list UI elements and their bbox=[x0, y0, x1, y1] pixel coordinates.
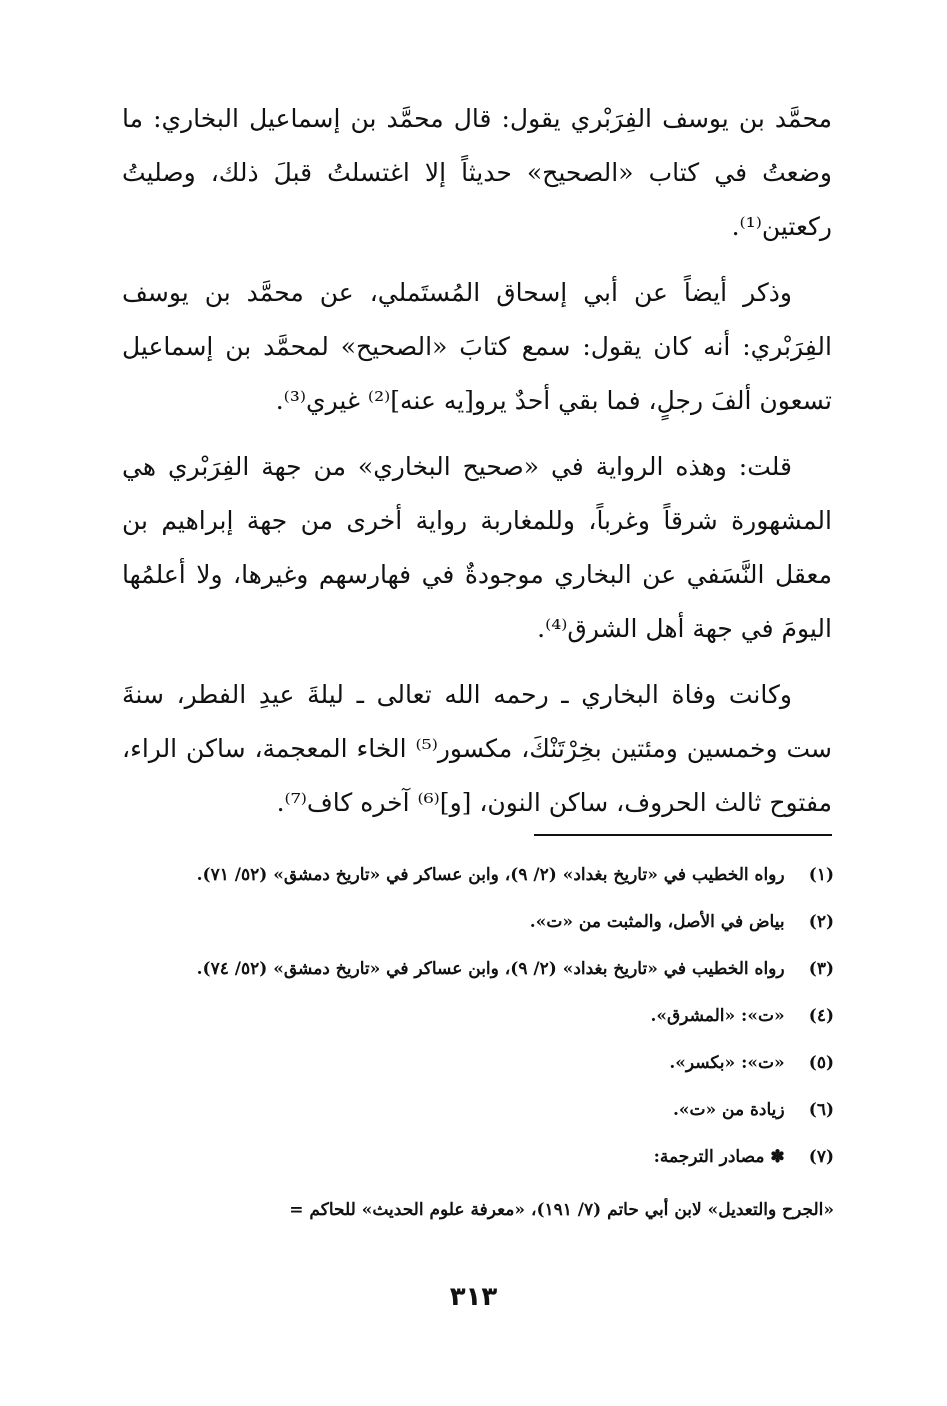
footnote-text: «ت»: «بكسر». bbox=[669, 1053, 785, 1073]
footnote-text: رواه الخطيب في «تاريخ بغداد» (٢/ ٩)، وابن عساكر في «تاريخ دمشق» (٥٢/ ٧١). bbox=[196, 865, 785, 885]
paragraph-3: قلت: وهذه الرواية في «صحيح البخاري» من جهة الفِرَبْري هي المشهورة شرقاً وغرباً، وللمغاربة رواية أخرى من جهة إبراهيم بن معقل النَّسَفي عن البخاري موجودةٌ في فهارسهم وغيرها، ولا أعلمُها اليومَ في جهة أهل الشرق⁽⁴⁾. bbox=[122, 452, 832, 643]
footnote-number: (٦) bbox=[808, 1100, 834, 1120]
paragraph-2: وذكر أيضاً عن أبي إسحاق المُستَملي، عن محمَّد بن يوسف الفِرَبْري: أنه كان يقول: سمع كتابَ «الصحيح» لمحمَّد بن إسماعيل تسعون ألفَ رجلٍ، فما بقي أحدٌ يرو[يه عنه]⁽²⁾ غيري⁽³⁾. bbox=[122, 278, 832, 415]
footnote-text: رواه الخطيب في «تاريخ بغداد» (٢/ ٩)، وابن عساكر في «تاريخ دمشق» (٥٢/ ٧٤). bbox=[196, 959, 785, 979]
footnote-text: زيادة من «ت». bbox=[672, 1100, 785, 1120]
paragraph-1: محمَّد بن يوسف الفِرَبْري يقول: قال محمَّد بن إسماعيل البخاري: ما وضعتُ في كتاب «الصحيح» حديثاً إلا اغتسلتُ قبلَ ذلك، وصليتُ ركعتين⁽¹⁾. bbox=[122, 104, 832, 241]
footnote-separator bbox=[534, 834, 832, 836]
footnote-3 bbox=[122, 946, 834, 993]
footnote-text: «ت»: «المشرق». bbox=[650, 1006, 785, 1026]
footnote-number: (٢) bbox=[808, 912, 834, 932]
footnote-6 bbox=[122, 1087, 834, 1134]
footnote-number: (٧) bbox=[808, 1147, 834, 1167]
footnote-7 bbox=[122, 1134, 834, 1181]
footnote-number: (٥) bbox=[808, 1053, 834, 1073]
footnote-number: (٤) bbox=[808, 1006, 834, 1026]
footnote-continuation: «الجرح والتعديل» لابن أبي حاتم (٧/ ١٩١)، «معرفة علوم الحديث» للحاكم = bbox=[289, 1200, 834, 1220]
footnote-text: ✽ مصادر الترجمة: bbox=[653, 1147, 785, 1167]
paragraph-4: وكانت وفاة البخاري ـ رحمه الله تعالى ـ ليلةَ عيدِ الفطر، سنةَ ست وخمسين ومئتين بخِرْتَنْكَ، مكسور⁽⁵⁾ الخاء المعجمة، ساكن الراء، مفتوح ثالث الحروف، ساكن النون، [و]⁽⁶⁾ آخره كاف⁽⁷⁾. bbox=[122, 680, 832, 817]
main-text bbox=[122, 92, 832, 842]
footnote-number: (١) bbox=[808, 865, 834, 885]
footnote-1 bbox=[122, 852, 834, 899]
footnote-text: بياض في الأصل، والمثبت من «ت». bbox=[529, 912, 785, 932]
footnote-2 bbox=[122, 899, 834, 946]
footnote-5 bbox=[122, 1040, 834, 1087]
footnotes bbox=[122, 852, 834, 1234]
footnote-4 bbox=[122, 993, 834, 1040]
page-number: ٣١٣ bbox=[449, 1282, 498, 1312]
footnote-number: (٣) bbox=[808, 959, 834, 979]
